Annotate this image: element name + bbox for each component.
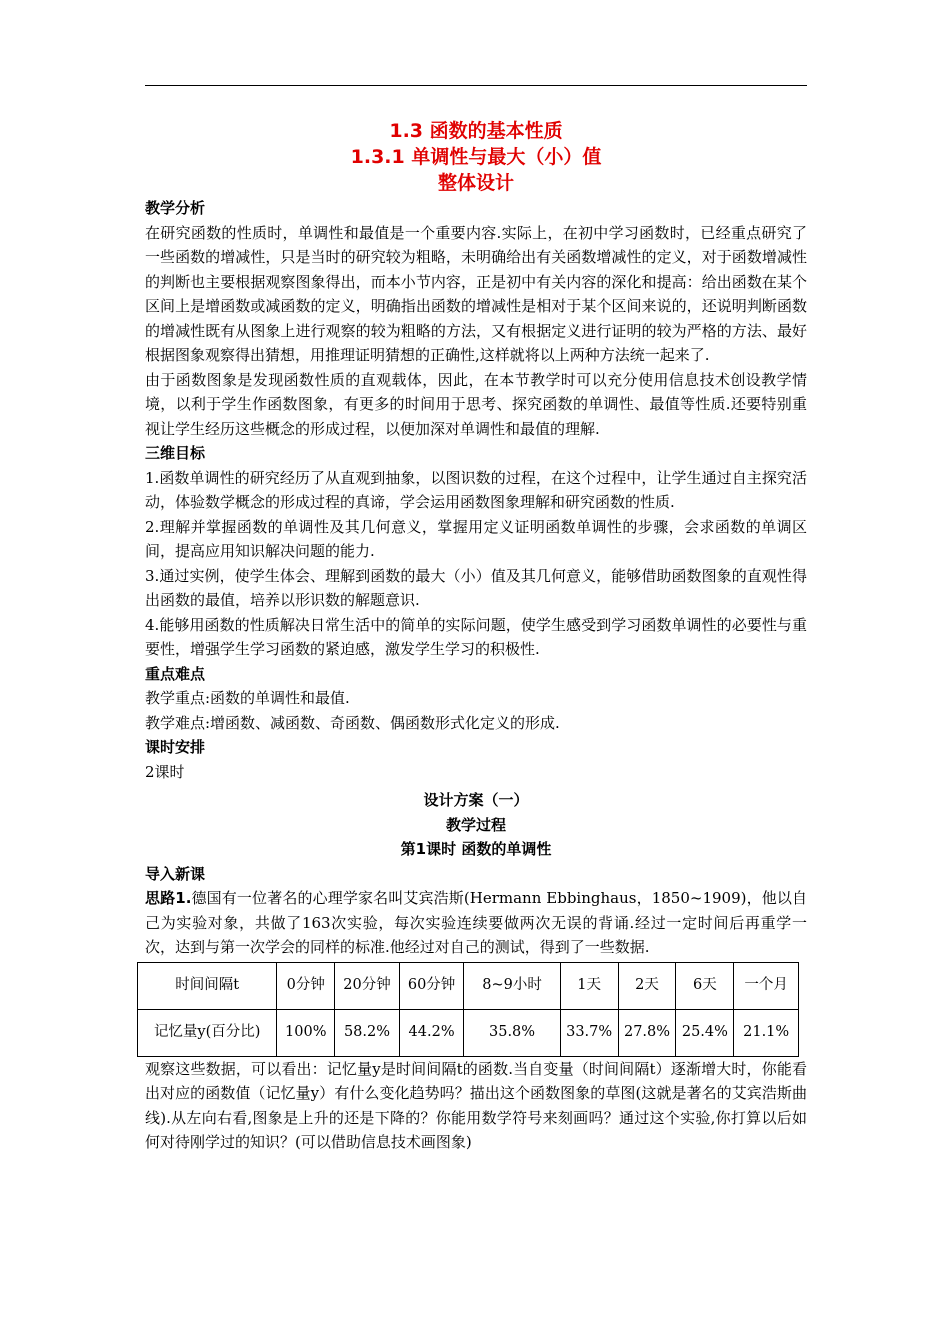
difficult-point: 教学难点:增函数、减函数、奇函数、偶函数形式化定义的形成.	[145, 713, 560, 732]
section-title: 1.3 函数的基本性质	[389, 120, 563, 142]
table-cell: 33.7%	[560, 1009, 618, 1056]
intro-paragraph	[145, 886, 807, 960]
title-block	[145, 118, 807, 196]
goals-heading: 三维目标	[145, 444, 206, 462]
analysis-paragraph-2: 由于函数图象是发现函数性质的直观载体，因此，在本节教学时可以充分使用信息技术创设教学情境，以利于学生作函数图象，有更多的时间用于思考、探究函数的单调性、最值等性质.还要特别重视让学生经历这些概念的形成过程，以便加深对单调性和最值的理解.	[145, 370, 807, 438]
table-cell: 58.2%	[335, 1009, 400, 1056]
table-row	[138, 962, 799, 1009]
table-cell: 35.8%	[464, 1009, 560, 1056]
subsection-title: 1.3.1 单调性与最大（小）值	[350, 146, 602, 168]
document-page	[145, 118, 807, 1155]
intro-heading: 导入新课	[145, 864, 206, 883]
goal-item-2: 2.理解并掌握函数的单调性及其几何意义，掌握用定义证明函数单调性的步骤，会求函数的单调区间，提高应用知识解决问题的能力.	[145, 517, 807, 560]
process-title: 教学过程	[445, 815, 506, 834]
table-cell: 27.8%	[618, 1009, 676, 1056]
schedule-value: 2课时	[145, 762, 185, 781]
table-cell: 记忆量y(百分比)	[138, 1009, 277, 1056]
table-cell: 一个月	[734, 962, 799, 1009]
plan-title: 设计方案（一）	[423, 791, 529, 809]
key-point: 教学重点:函数的单调性和最值.	[145, 689, 350, 707]
intro-label: 思路1.	[145, 889, 192, 907]
table-cell: 60分钟	[399, 962, 464, 1009]
key-points-heading: 重点难点	[145, 664, 206, 683]
goal-item-4: 4.能够用函数的性质解决日常生活中的简单的实际问题，使学生感受到学习函数单调性的必要性与重要性，增强学生学习函数的紧迫感，激发学生学习的积极性.	[145, 615, 807, 658]
header-rule	[145, 85, 807, 86]
table-cell: 8~9小时	[464, 962, 560, 1009]
table-cell: 1天	[560, 962, 618, 1009]
table-row	[138, 1009, 799, 1056]
schedule-heading: 课时安排	[145, 738, 206, 756]
goal-item-1: 1.函数单调性的研究经历了从直观到抽象，以图识数的过程，在这个过程中，让学生通过自主探究活动，体验数学概念的形成过程的真谛，学会运用函数图象理解和研究函数的性质.	[145, 468, 807, 511]
table-cell: 0分钟	[277, 962, 335, 1009]
table-cell: 2天	[618, 962, 676, 1009]
table-cell: 时间间隔t	[138, 962, 277, 1009]
table-cell: 6天	[676, 962, 734, 1009]
lesson-title: 第1课时 函数的单调性	[400, 840, 552, 858]
analysis-heading: 教学分析	[145, 199, 206, 217]
table-cell: 44.2%	[399, 1009, 464, 1056]
analysis-paragraph-1: 在研究函数的性质时，单调性和最值是一个重要内容.实际上，在初中学习函数时，已经重点研究了一些函数的增减性，只是当时的研究较为粗略，未明确给出有关函数增减性的定义，对于函数增减性的判断也主要根据观察图象得出，而本小节内容，正是初中有关内容的深化和提高：给出函数在某个区间上是增函数或减函数的定义，明确指出函数的增减性是相对于某个区间来说的，还说明判断函数的增减性既有从图象上进行观察的较为粗略的方法，又有根据定义进行证明的较为严格的方法、最好根据图象观察得出猜想，用推理证明猜想的正确性,这样就将以上两种方法统一起来了.	[145, 223, 807, 364]
memory-data-table	[137, 962, 799, 1057]
goal-item-3: 3.通过实例，使学生体会、理解到函数的最大（小）值及其几何意义，能够借助函数图象的直观性得出函数的最值，培养以形识数的解题意识.	[145, 566, 807, 609]
table-cell: 100%	[277, 1009, 335, 1056]
design-title: 整体设计	[437, 172, 514, 194]
table-cell: 25.4%	[676, 1009, 734, 1056]
intro-text: 德国有一位著名的心理学家名叫艾宾浩斯(Hermann Ebbinghaus，1850~1909)，他以自己为实验对象，共做了163次实验，每次实验连续要做两次无误的背诵.经过一定时间后再重学一次，达到与第一次学会的同样的标准.他经过对自己的测试，得到了一些数据.	[145, 889, 807, 956]
table-cell: 20分钟	[335, 962, 400, 1009]
table-cell: 21.1%	[734, 1009, 799, 1056]
observation-paragraph: 观察这些数据，可以看出：记忆量y是时间间隔t的函数.当自变量（时间间隔t）逐渐增大时，你能看出对应的函数值（记忆量y）有什么变化趋势吗？描出这个函数图象的草图(这就是著名的艾宾浩斯曲线).从左向右看,图象是上升的还是下降的？你能用数学符号来刻画吗？通过这个实验,你打算以后如何对待刚学过的知识？(可以借助信息技术画图象)	[145, 1059, 807, 1151]
